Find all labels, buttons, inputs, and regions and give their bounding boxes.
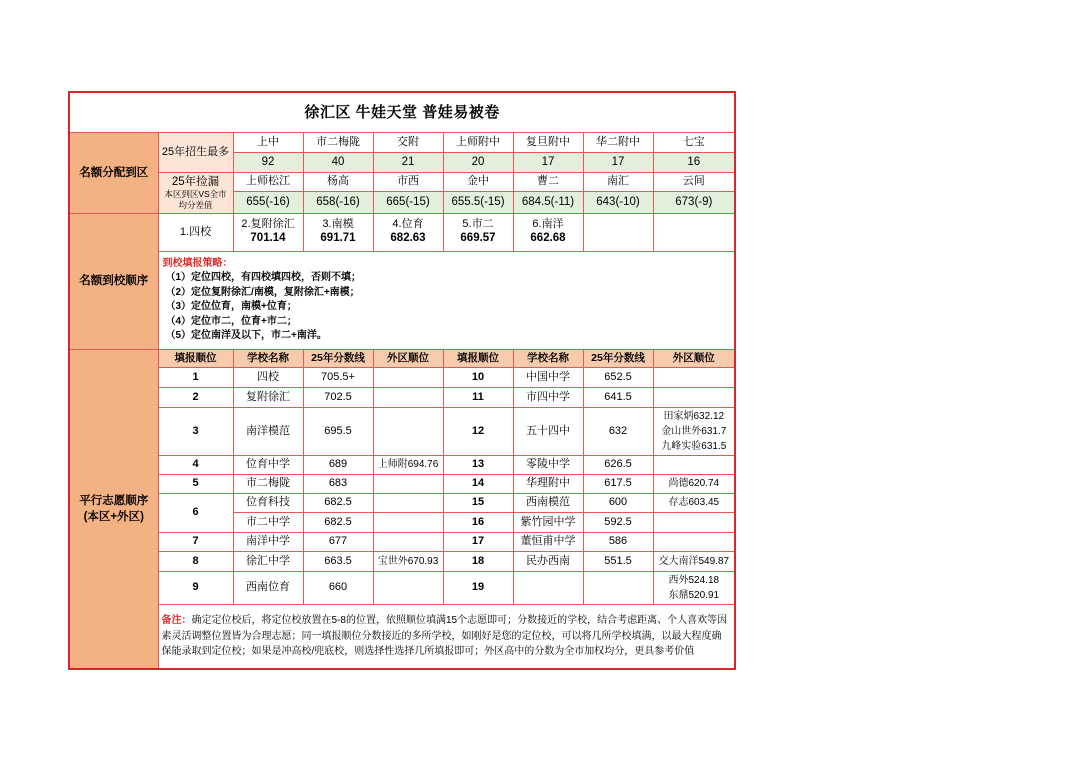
- empty-cell: [583, 571, 653, 604]
- school-order-score: 662.68: [530, 232, 566, 244]
- school-order-name: 4.位育: [392, 218, 424, 230]
- score-cell: 652.5: [583, 367, 653, 387]
- rank-cell: 9: [158, 571, 233, 604]
- outside-cell: [653, 571, 735, 604]
- count-cell: 20: [443, 152, 513, 172]
- rank-cell: 12: [443, 407, 513, 455]
- empty-cell: [653, 532, 735, 551]
- column-header: 学校名称: [513, 349, 583, 367]
- score-cell: 702.5: [303, 387, 373, 407]
- rank-cell: 10: [443, 367, 513, 387]
- strategy-title: 到校填报策略：: [162, 257, 233, 269]
- score-diff-cell: 658(-16): [303, 191, 373, 213]
- table-row: [69, 571, 735, 604]
- score-cell: 677: [303, 532, 373, 551]
- empty-cell: [653, 512, 735, 532]
- school-cell: 曹二: [513, 172, 583, 191]
- rank-cell: 13: [443, 455, 513, 474]
- school-cell: 复旦附中: [513, 132, 583, 152]
- column-header: 学校名称: [233, 349, 303, 367]
- table-row: [69, 493, 735, 512]
- score-cell: 695.5: [303, 407, 373, 455]
- school-order-score: 669.57: [460, 232, 496, 244]
- most-enrolled-label: 25年招生最多: [158, 132, 233, 172]
- score-cell: 683: [303, 474, 373, 493]
- column-header: 填报顺位: [158, 349, 233, 367]
- column-header: 填报顺位: [443, 349, 513, 367]
- score-cell: 600: [583, 493, 653, 512]
- score-cell: 551.5: [583, 551, 653, 571]
- score-cell: 705.5+: [303, 367, 373, 387]
- school-cell: 南洋模范: [233, 407, 303, 455]
- table-row: [69, 551, 735, 571]
- table-row: [69, 367, 735, 387]
- bargain-note-line-2: 均分差值: [178, 199, 213, 210]
- score-cell: 682.5: [303, 512, 373, 532]
- score-cell: 617.5: [583, 474, 653, 493]
- school-cell: 四校: [233, 367, 303, 387]
- count-cell: 21: [373, 152, 443, 172]
- school-cell: 市二梅陇: [303, 132, 373, 152]
- empty-cell: [373, 367, 443, 387]
- score-diff-cell: 655.5(-15): [443, 191, 513, 213]
- rank-cell: 16: [443, 512, 513, 532]
- section-label-quota-to-district: 名额分配到区: [69, 132, 158, 213]
- school-order-row: [69, 213, 735, 251]
- note-row: [69, 604, 735, 669]
- strategy-line: （3）定位位育，南模+位育；: [165, 301, 297, 312]
- school-cell: 上师松江: [233, 172, 303, 191]
- school-order-cell: [373, 213, 443, 251]
- parallel-header-row: [69, 349, 735, 367]
- empty-cell: [373, 387, 443, 407]
- rank-cell: 6: [158, 493, 233, 532]
- school-cell: 交附: [373, 132, 443, 152]
- school-order-name: 5.市二: [462, 218, 494, 230]
- school-order-name: 6.南洋: [532, 218, 564, 230]
- outside-school: 宝世外670.93: [373, 551, 443, 571]
- outside-school: 田家炳632.12: [663, 410, 725, 422]
- school-cell: 南洋中学: [233, 532, 303, 551]
- score-cell: 626.5: [583, 455, 653, 474]
- school-cell: 复附徐汇: [233, 387, 303, 407]
- page-title: 徐汇区 牛娃天堂 普娃易被卷: [69, 92, 735, 132]
- bargain-label-cell: [158, 172, 233, 213]
- outside-school: 存志603.45: [653, 493, 735, 512]
- strategy-line: （4）定位市二，位育+市二；: [165, 315, 297, 327]
- score-cell: 663.5: [303, 551, 373, 571]
- outside-school: 金山世外631.7: [661, 425, 727, 437]
- rank-cell: 18: [443, 551, 513, 571]
- empty-cell: [373, 512, 443, 532]
- score-cell: 641.5: [583, 387, 653, 407]
- count-cell: 16: [653, 152, 735, 172]
- school-cell: 市二中学: [233, 512, 303, 532]
- bargain-schools-row: [69, 172, 735, 191]
- school-order-name: 3.南模: [322, 218, 354, 230]
- most-enrolled-schools-row: [69, 132, 735, 152]
- count-cell: 92: [233, 152, 303, 172]
- school-cell: 零陵中学: [513, 455, 583, 474]
- column-header: 外区顺位: [373, 349, 443, 367]
- school-cell: 华二附中: [583, 132, 653, 152]
- outside-school: 西外524.18: [668, 574, 720, 586]
- empty-cell: [373, 474, 443, 493]
- school-order-name: 1.四校: [179, 225, 212, 238]
- score-cell: 689: [303, 455, 373, 474]
- school-cell: 市二梅陇: [233, 474, 303, 493]
- table-row: [69, 474, 735, 493]
- title-row: [69, 92, 735, 132]
- section-label-quota-to-school: 名额到校顺序: [69, 213, 158, 349]
- school-order-cell: [233, 213, 303, 251]
- school-order-cell: [303, 213, 373, 251]
- bargain-note-line-1: 本区到区VS全市: [164, 188, 227, 199]
- school-cell: 市西: [373, 172, 443, 191]
- table-row: [69, 407, 735, 455]
- school-cell: 西南模范: [513, 493, 583, 512]
- section-label-line-1: 平行志愿顺序: [79, 494, 149, 507]
- table-row: [69, 455, 735, 474]
- school-cell: 西南位育: [233, 571, 303, 604]
- score-cell: 682.5: [303, 493, 373, 512]
- school-cell: 南汇: [583, 172, 653, 191]
- school-selection-table: [68, 91, 736, 670]
- school-order-score: 691.71: [320, 232, 356, 244]
- empty-cell: [373, 532, 443, 551]
- school-order-cell: [158, 213, 233, 251]
- school-cell: 上中: [233, 132, 303, 152]
- outside-school: 九峰实验631.5: [661, 440, 727, 452]
- school-cell: 杨高: [303, 172, 373, 191]
- rank-cell: 2: [158, 387, 233, 407]
- score-cell: 660: [303, 571, 373, 604]
- school-order-name: 2.复附徐汇: [241, 218, 295, 230]
- school-cell: 五十四中: [513, 407, 583, 455]
- section-label-line-2: (本区+外区): [83, 510, 144, 523]
- empty-cell: [373, 493, 443, 512]
- empty-cell: [373, 571, 443, 604]
- school-cell: 紫竹园中学: [513, 512, 583, 532]
- empty-cell: [373, 407, 443, 455]
- column-header: 25年分数线: [303, 349, 373, 367]
- strategy-line: （5）定位南洋及以下，市二+南洋。: [165, 330, 327, 341]
- school-cell: 市四中学: [513, 387, 583, 407]
- school-cell: 华理附中: [513, 474, 583, 493]
- note-text: 确定定位校后，将定位校放置在5-8的位置，依照顺位填满15个志愿即可；分数接近的学校，结合考虑距离、个人喜欢等因素灵活调整位置皆为合理志愿；同一填报顺位分数接近的多所学校，如刚好是您的定位校，可以将几所学校填满，以最大程度确保能录取到定位校；如果是冲高校/兜底校，则选择性选择几所填报即可；外区高中的分数为全市加权均分，更具参考价值: [161, 615, 728, 657]
- score-diff-cell: 673(-9): [653, 191, 735, 213]
- outside-school: 上师附694.76: [373, 455, 443, 474]
- rank-cell: 17: [443, 532, 513, 551]
- school-cell: 董恒甫中学: [513, 532, 583, 551]
- rank-cell: 15: [443, 493, 513, 512]
- table-row: [69, 387, 735, 407]
- note-cell: [158, 604, 735, 669]
- count-cell: 40: [303, 152, 373, 172]
- school-order-cell: [443, 213, 513, 251]
- rank-cell: 8: [158, 551, 233, 571]
- empty-cell: [653, 367, 735, 387]
- rank-cell: 5: [158, 474, 233, 493]
- score-diff-cell: 665(-15): [373, 191, 443, 213]
- outside-school: 东鼎520.91: [668, 589, 720, 601]
- rank-cell: 7: [158, 532, 233, 551]
- school-cell: 金中: [443, 172, 513, 191]
- empty-cell: [583, 213, 653, 251]
- rank-cell: 14: [443, 474, 513, 493]
- rank-cell: 11: [443, 387, 513, 407]
- outside-school: 交大南洋549.87: [653, 551, 735, 571]
- note-label: 备注：: [161, 615, 192, 626]
- empty-cell: [513, 571, 583, 604]
- outside-school: 尚德620.74: [653, 474, 735, 493]
- section-label-parallel: [69, 349, 158, 669]
- rank-cell: 4: [158, 455, 233, 474]
- school-order-score: 701.14: [250, 232, 286, 244]
- school-cell: 徐汇中学: [233, 551, 303, 571]
- column-header: 25年分数线: [583, 349, 653, 367]
- score-diff-cell: 655(-16): [233, 191, 303, 213]
- score-diff-cell: 684.5(-11): [513, 191, 583, 213]
- strategy-cell: [158, 251, 735, 349]
- strategy-line: （1）定位四校，有四校填四校，否则不填；: [165, 272, 362, 283]
- count-cell: 17: [513, 152, 583, 172]
- empty-cell: [653, 213, 735, 251]
- column-header: 外区顺位: [653, 349, 735, 367]
- score-diff-cell: 643(-10): [583, 191, 653, 213]
- school-order-score: 682.63: [390, 232, 426, 244]
- strategy-row: [69, 251, 735, 349]
- score-cell: 586: [583, 532, 653, 551]
- school-cell: 云间: [653, 172, 735, 191]
- score-cell: 632: [583, 407, 653, 455]
- empty-cell: [653, 387, 735, 407]
- school-cell: 七宝: [653, 132, 735, 152]
- score-cell: 592.5: [583, 512, 653, 532]
- rank-cell: 1: [158, 367, 233, 387]
- school-cell: 中国中学: [513, 367, 583, 387]
- outside-cell: [653, 407, 735, 455]
- school-cell: 位育中学: [233, 455, 303, 474]
- count-cell: 17: [583, 152, 653, 172]
- school-cell: 民办西南: [513, 551, 583, 571]
- bargain-label: 25年捡漏: [171, 175, 220, 188]
- school-cell: 位育科技: [233, 493, 303, 512]
- empty-cell: [653, 455, 735, 474]
- school-order-cell: [513, 213, 583, 251]
- strategy-line: （2）定位复附徐汇/南模，复附徐汇+南模；: [165, 286, 360, 298]
- table-row: [69, 532, 735, 551]
- school-cell: 上师附中: [443, 132, 513, 152]
- rank-cell: 19: [443, 571, 513, 604]
- rank-cell: 3: [158, 407, 233, 455]
